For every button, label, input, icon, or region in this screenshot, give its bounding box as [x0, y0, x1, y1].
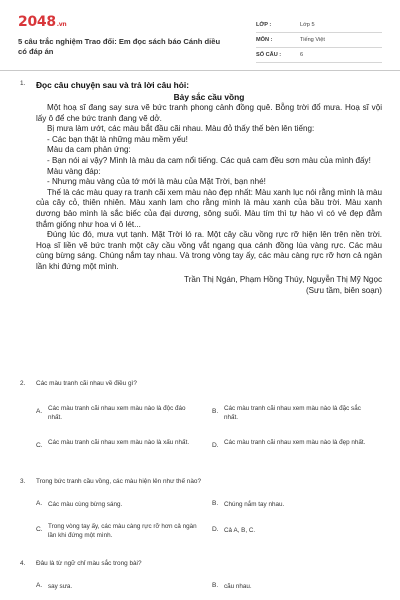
question-number: 4.: [20, 560, 26, 567]
page-title: 5 câu trắc nghiệm Trao đổi: Em đọc sách báo Cánh diều có đáp án: [18, 37, 221, 56]
option-letter: A.: [36, 582, 43, 589]
question-4: [20, 560, 382, 596]
option-letter: C.: [36, 526, 43, 533]
story-paragraph: Thế là các màu quay ra tranh cãi xem màu nào đẹp nhất: Màu xanh lục nói rằng mình là màu của cây cỏ, thiên nhiên. Màu xanh lam cho rằng mình là màu xanh của bầu trời. Màu xanh dương bảo mình là sắc biếc của đại dương, sông suối. Màu tím thì tự hào vì có vẻ đẹp đằm thắm giống như hoa vi ô lét...: [36, 187, 382, 229]
meta-table: [256, 18, 382, 63]
option-letter: A.: [36, 408, 43, 415]
option-text: Các màu tranh cãi nhau xem màu nào là xấu nhất.: [48, 439, 190, 446]
option-text: Trong vòng tay ấy, các màu càng rực rỡ hơn cả ngàn lần khi đứng một mình.: [48, 523, 197, 540]
meta-value: Lớp 5: [300, 22, 315, 28]
option-text: cãu nhau.: [224, 583, 252, 590]
question-text: Đâu là từ ngữ chỉ màu sắc trong bài?: [36, 560, 142, 567]
story-text: [36, 103, 382, 273]
story-paragraph: Bị mưa làm ướt, các màu bắt đầu cãi nhau. Màu đỏ thấy thế bèn lên tiếng:: [47, 124, 315, 134]
question-body: [36, 80, 382, 296]
option-text: Các màu tranh cãi nhau xem màu nào là độc đáo nhất.: [48, 405, 186, 422]
option-letter: B.: [212, 408, 219, 415]
option-text: Chúng nắm tay nhau.: [224, 501, 285, 508]
question-2: [20, 380, 382, 470]
meta-key: LỚP :: [256, 22, 272, 28]
story-title: Bảy sắc cầu vồng: [173, 92, 245, 102]
story-paragraph: - Nhưng màu vàng của tớ mới là màu của Mặt Trời, bạn nhé!: [47, 177, 266, 187]
meta-key: SỐ CÂU :: [256, 52, 282, 58]
option-text: Các màu cùng bừng sáng.: [48, 501, 123, 508]
story-paragraph: Đúng lúc đó, mưa vụt tạnh. Mặt Trời ló ra. Một cây cầu vồng rực rỡ hiện lên trên nền trời. Hoạ sĩ liền vẽ bức tranh một cây cầu vồng vắt ngang qua cánh đồng lúa vàng rực. Các màu cùng bừng sáng. Chúng nắm tay nhau. Và trong vòng tay ấy, các màu càng rực rỡ hơn cả ngàn lần khi đứng một mình.: [36, 230, 382, 271]
question-3: [20, 478, 382, 548]
option-text: Cả A, B, C.: [224, 527, 256, 534]
option-text: Các màu tranh cãi nhau xem màu nào là đặc sắc nhất.: [224, 405, 361, 422]
story-paragraph: Màu da cam phản ứng:: [47, 145, 131, 155]
option-text: say sưa.: [48, 583, 73, 590]
meta-value: Tiếng Việt: [300, 37, 325, 43]
option-letter: C.: [36, 442, 43, 449]
option-text: Các màu tranh cãi nhau xem màu nào là đẹp nhất.: [224, 439, 366, 446]
meta-row-subject: [256, 33, 382, 48]
document-header: [18, 8, 382, 64]
option-letter: D.: [212, 526, 219, 533]
question-number: 1.: [20, 80, 26, 87]
site-logo[interactable]: [18, 14, 66, 30]
logo-text: 2048: [18, 14, 56, 30]
meta-value: 6: [300, 52, 304, 58]
question-text: Các màu tranh cãi nhau về điều gì?: [36, 380, 137, 387]
story-paragraph: Màu vàng đáp:: [47, 166, 101, 176]
option-letter: D.: [212, 442, 219, 449]
question-text: Trong bức tranh cầu vồng, các màu hiện lên như thế nào?: [36, 478, 201, 485]
question-prompt: Đọc câu chuyện sau và trả lời câu hỏi:: [36, 80, 190, 90]
logo-suffix: .vn: [56, 21, 67, 28]
story-paragraph: - Bạn nói ai vậy? Mình là màu da cam nổi tiếng. Các quả cam đều sơn màu của mình đấy!: [47, 155, 371, 165]
story-paragraph: - Các bạn thật là những màu mềm yếu!: [47, 134, 188, 144]
meta-key: MÔN :: [256, 37, 273, 43]
question-number: 2.: [20, 380, 26, 387]
question-number: 3.: [20, 478, 26, 485]
meta-row-count: [256, 48, 382, 63]
option-letter: B.: [212, 582, 219, 589]
option-letter: B.: [212, 500, 219, 507]
option-letter: A.: [36, 500, 43, 507]
header-divider: [0, 70, 400, 71]
story-source: (Sưu tầm, biên soạn): [305, 285, 382, 295]
story-paragraph: Một hoạ sĩ đang say sưa vẽ bức tranh phong cảnh đồng quê. Bỗng trời đổ mưa. Hoạ sĩ vội lấy ô để che bức tranh đang vẽ dở.: [36, 103, 382, 123]
story-author: Trần Thị Ngán, Phạm Hồng Thúy, Nguyễn Thị Mỹ Ngọc: [184, 274, 382, 284]
meta-row-grade: [256, 18, 382, 33]
